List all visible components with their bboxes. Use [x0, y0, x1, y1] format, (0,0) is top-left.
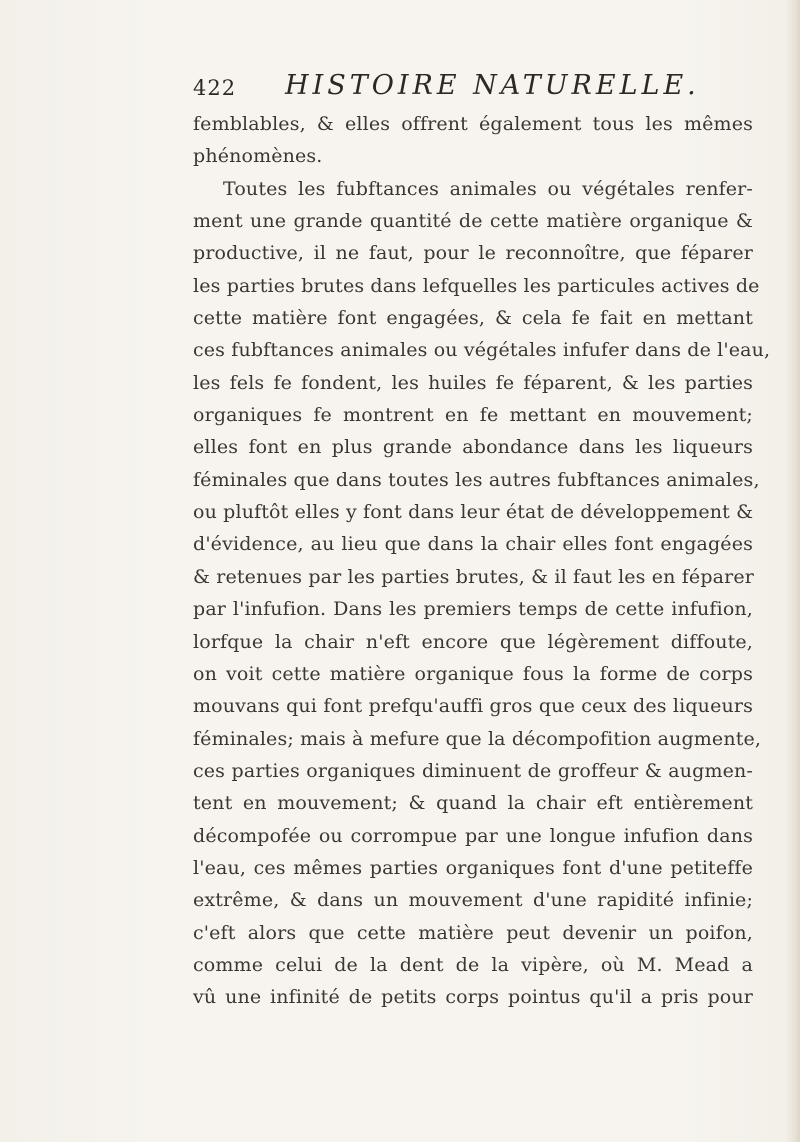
- text-line: cette matière font engagées, & cela fe fait en mettant: [193, 307, 753, 330]
- text-line: ou pluftôt elles y font dans leur état de développement &: [193, 501, 754, 524]
- text-line: mouvans qui font prefqu'auffi gros que ceux des liqueurs: [193, 695, 753, 718]
- page-header: [193, 70, 753, 110]
- text-line: elles font en plus grande abondance dans les liqueurs: [193, 436, 753, 459]
- text-line: ces parties organiques diminuent de groffeur & augmen-: [193, 759, 753, 782]
- text-line: & retenues par les parties brutes, & il faut les en féparer: [193, 565, 754, 588]
- text-line: ment une grande quantité de cette matière organique &: [193, 210, 753, 233]
- text-line: organiques fe montrent en fe mettant en mouvement;: [193, 404, 753, 427]
- page-number: 422: [193, 76, 237, 100]
- text-line: décompofée ou corrompue par une longue infufion dans: [193, 824, 753, 847]
- text-line: par l'infufion. Dans les premiers temps de cette infufion,: [193, 598, 753, 621]
- text-line: extrême, & dans un mouvement d'une rapidité infinie;: [193, 889, 753, 912]
- text-line: féminales que dans toutes les autres fubftances animales,: [193, 468, 760, 491]
- text-line: d'évidence, au lieu que dans la chair elles font engagées: [193, 533, 753, 556]
- text-line: comme celui de la dent de la vipère, où M. Mead a: [193, 953, 753, 976]
- text-line: phénomènes.: [193, 145, 323, 168]
- text-line: les fels fe fondent, les huiles fe féparent, & les parties: [193, 371, 753, 394]
- text-line: on voit cette matière organique fous la forme de corps: [193, 662, 753, 685]
- text-line: femblables, & elles offrent également tous les mêmes: [193, 113, 753, 135]
- text-line: l'eau, ces mêmes parties organiques font d'une petiteffe: [193, 856, 753, 879]
- body-text: [193, 108, 771, 1014]
- text-line: les parties brutes dans lefquelles les particules actives de: [193, 274, 760, 297]
- running-title: HISTOIRE NATURELLE.: [285, 70, 700, 101]
- text-line: tent en mouvement; & quand la chair eft entièrement: [193, 792, 753, 815]
- text-line: c'eft alors que cette matière peut devenir un poifon,: [193, 921, 753, 944]
- text-line: productive, il ne faut, pour le reconnoître, que féparer: [193, 242, 753, 265]
- text-line: lorfque la chair n'eft encore que légèrement diffoute,: [193, 630, 753, 653]
- text-line: ces fubftances animales ou végétales infufer dans de l'eau,: [193, 339, 771, 362]
- text-line: vû une infinité de petits corps pointus qu'il a pris pour: [193, 986, 753, 1009]
- page-edge-shadow: [786, 0, 800, 1142]
- paragraph-first-line: Toutes les fubftances animales ou végétales renfer-: [223, 177, 753, 200]
- text-line: féminales; mais à mefure que la décompofition augmente,: [193, 727, 762, 750]
